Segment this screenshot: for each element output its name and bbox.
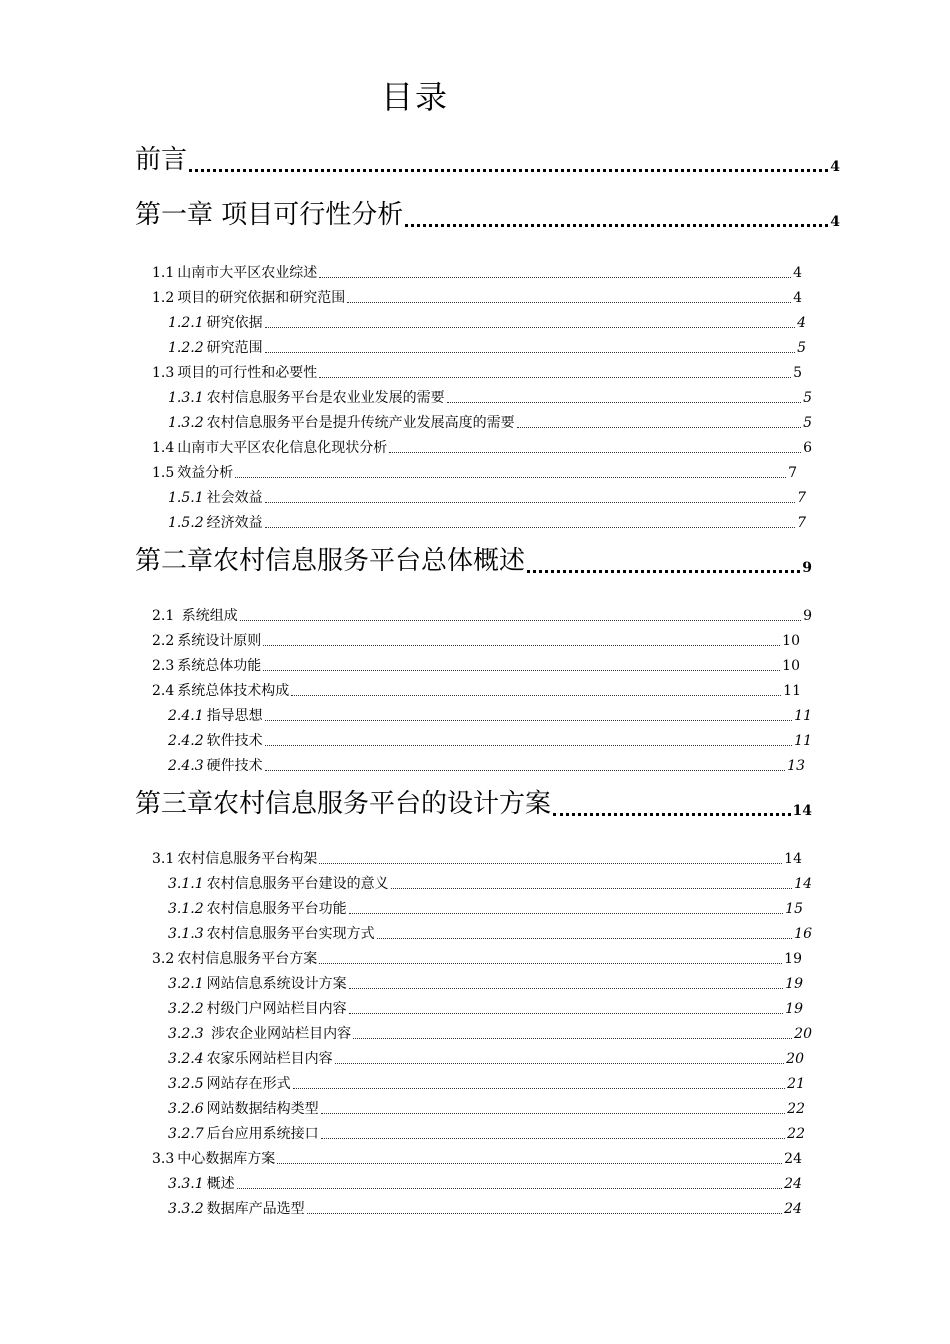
toc-subsection-entry[interactable] — [168, 414, 812, 432]
toc-section-entry[interactable] — [152, 1150, 802, 1168]
toc-entry-label — [152, 464, 233, 482]
toc-entry-number: 3.3.2 — [168, 1201, 204, 1217]
dot-leader — [349, 1012, 784, 1014]
toc-page-number: 6 — [803, 440, 812, 456]
toc-entry-text: 指导思想 — [206, 708, 263, 724]
toc-entry-number: 2.3 — [152, 658, 175, 674]
toc-entry-text: 硬件技术 — [206, 758, 263, 774]
toc-section-entry[interactable] — [152, 607, 812, 625]
toc-entry-text: 系统总体功能 — [177, 658, 262, 674]
dot-leader — [265, 326, 795, 328]
toc-entry-text: 前言 — [135, 145, 188, 175]
toc-page-number: 15 — [785, 901, 803, 917]
toc-section-entry[interactable] — [152, 264, 802, 282]
toc-section-entry[interactable] — [152, 682, 801, 700]
toc-entry-text: 效益分析 — [177, 465, 234, 481]
toc-page-number: 5 — [797, 340, 806, 356]
toc-entry-label — [168, 1200, 305, 1218]
toc-entry-text: 第二章农村信息服务平台总体概述 — [135, 546, 526, 576]
toc-entry-label — [135, 200, 403, 230]
toc-entry-label — [168, 1125, 319, 1143]
dot-leader — [347, 301, 791, 303]
toc-subsection-entry[interactable] — [168, 1175, 802, 1193]
toc-page-number: 22 — [787, 1101, 805, 1117]
toc-entry-text: 村级门户网站栏目内容 — [206, 1001, 347, 1017]
toc-entry-number: 3.2.6 — [168, 1101, 204, 1117]
toc-subsection-entry[interactable] — [168, 1125, 805, 1143]
toc-section-entry[interactable] — [152, 289, 802, 307]
toc-entry-text: 项目的研究依据和研究范围 — [177, 290, 346, 306]
toc-entry-number: 1.2.1 — [168, 315, 204, 331]
toc-entry-number: 2.4.3 — [168, 758, 204, 774]
toc-subsection-entry[interactable] — [168, 1075, 805, 1093]
dot-leader — [321, 1112, 786, 1114]
toc-entry-number: 2.1 — [152, 608, 175, 624]
toc-page-number: 4 — [830, 214, 840, 230]
dot-leader — [349, 987, 784, 989]
dot-leader — [265, 351, 795, 353]
toc-entry-label — [152, 950, 317, 968]
toc-section-entry[interactable] — [152, 632, 800, 650]
toc-subsection-entry[interactable] — [168, 757, 805, 775]
toc-subsection-entry[interactable] — [168, 339, 806, 357]
toc-entry-label — [152, 682, 289, 700]
toc-entry-label — [168, 514, 263, 532]
toc-entry-text: 网站存在形式 — [206, 1076, 291, 1092]
dot-leader — [265, 526, 795, 528]
toc-entry-number: 1.5.1 — [168, 490, 204, 506]
dot-leader — [391, 887, 793, 889]
toc-page-number: 4 — [793, 290, 802, 306]
dot-leader — [335, 1062, 785, 1064]
toc-chapter-entry[interactable] — [135, 546, 812, 576]
toc-entry-label — [168, 975, 347, 993]
toc-page-number: 11 — [794, 733, 812, 749]
toc-entry-text: 涉农企业网站栏目内容 — [206, 1026, 352, 1042]
toc-page-number: 10 — [782, 633, 800, 649]
toc-section-entry[interactable] — [152, 364, 802, 382]
toc-entry-number: 1.5 — [152, 465, 175, 481]
toc-entry-label — [168, 1100, 319, 1118]
toc-section-entry[interactable] — [152, 464, 797, 482]
toc-page-number: 21 — [787, 1076, 805, 1092]
dot-leader — [447, 401, 801, 403]
dot-leader — [277, 1162, 782, 1164]
toc-entry-number: 3.2.7 — [168, 1126, 204, 1142]
toc-page-number: 7 — [788, 465, 797, 481]
toc-entry-label — [152, 657, 261, 675]
toc-page-number: 4 — [797, 315, 806, 331]
toc-entry-label — [152, 607, 238, 625]
toc-page-number: 14 — [792, 803, 812, 819]
toc-page-number: 9 — [802, 560, 812, 576]
dot-leader — [389, 451, 801, 453]
toc-subsection-entry[interactable] — [168, 514, 806, 532]
page-title: 目录 — [380, 78, 449, 116]
toc-entry-label — [135, 546, 525, 576]
toc-page-number: 7 — [797, 490, 806, 506]
toc-entry-text: 网站数据结构类型 — [206, 1101, 319, 1117]
toc-subsection-entry[interactable] — [168, 1025, 812, 1043]
toc-entry-number: 1.1 — [152, 265, 175, 281]
toc-entry-label — [168, 925, 375, 943]
toc-entry-number: 2.4.1 — [168, 708, 204, 724]
toc-entry-label — [168, 1025, 351, 1043]
toc-page-number: 4 — [830, 159, 840, 175]
toc-page-number: 11 — [783, 683, 801, 699]
toc-entry-label — [168, 414, 515, 432]
toc-subsection-entry[interactable] — [168, 925, 812, 943]
dot-leader — [240, 619, 801, 621]
toc-page-number: 20 — [794, 1026, 812, 1042]
toc-subsection-entry[interactable] — [168, 1050, 804, 1068]
toc-entry-label — [168, 389, 445, 407]
toc-subsection-entry[interactable] — [168, 900, 803, 918]
dot-leader — [263, 669, 780, 671]
dot-leader — [353, 1037, 792, 1039]
toc-subsection-entry[interactable] — [168, 975, 803, 993]
toc-entry-label — [168, 1075, 291, 1093]
toc-entry-label — [135, 789, 551, 819]
toc-entry-number: 1.3 — [152, 365, 175, 381]
toc-page-number: 20 — [786, 1051, 804, 1067]
toc-entry-label — [168, 875, 389, 893]
dot-leader — [405, 223, 828, 227]
toc-page-number: 24 — [784, 1176, 802, 1192]
dot-leader — [235, 476, 786, 478]
dot-leader — [265, 744, 793, 746]
toc-page-number: 5 — [803, 415, 812, 431]
dot-leader — [265, 501, 795, 503]
toc-entry-number: 3.3.1 — [168, 1176, 204, 1192]
dot-leader — [553, 812, 791, 816]
toc-section-entry[interactable] — [152, 950, 802, 968]
toc-page-number: 5 — [793, 365, 802, 381]
dot-leader — [291, 694, 781, 696]
toc-page-number: 14 — [784, 851, 802, 867]
dot-leader — [189, 168, 828, 172]
dot-leader — [319, 862, 782, 864]
toc-entry-number: 3.1.3 — [168, 926, 204, 942]
toc-entry-text: 山南市大平区农化信息化现状分析 — [177, 440, 388, 456]
dot-leader — [307, 1212, 783, 1214]
toc-entry-number: 1.3.1 — [168, 390, 204, 406]
toc-entry-number: 3.1 — [152, 851, 175, 867]
toc-entry-text: 数据库产品选型 — [206, 1201, 305, 1217]
toc-entry-text: 农村信息服务平台是农业业发展的需要 — [206, 390, 445, 406]
toc-subsection-entry[interactable] — [168, 314, 806, 332]
toc-entry-number: 1.2.2 — [168, 340, 204, 356]
toc-entry-text: 项目的可行性和必要性 — [177, 365, 318, 381]
toc-page-number: 19 — [785, 976, 803, 992]
toc-entry-label — [168, 732, 263, 750]
dot-leader — [349, 912, 784, 914]
toc-section-entry[interactable] — [152, 439, 812, 457]
toc-entry-number: 3.2.1 — [168, 976, 204, 992]
toc-entry-number: 1.4 — [152, 440, 175, 456]
toc-entry-text: 系统总体技术构成 — [177, 683, 290, 699]
toc-entry-number: 3.3 — [152, 1151, 175, 1167]
toc-subsection-entry[interactable] — [168, 875, 812, 893]
toc-entry-number: 1.5.2 — [168, 515, 204, 531]
toc-page-number: 7 — [797, 515, 806, 531]
toc-page-number: 9 — [803, 608, 812, 624]
toc-entry-text: 系统设计原则 — [177, 633, 262, 649]
toc-entry-text: 农村信息服务平台实现方式 — [206, 926, 375, 942]
toc-entry-text: 研究范围 — [206, 340, 263, 356]
toc-page-number: 16 — [794, 926, 812, 942]
toc-entry-text: 山南市大平区农业综述 — [177, 265, 318, 281]
toc-page-number: 24 — [784, 1151, 802, 1167]
toc-page-number: 11 — [794, 708, 812, 724]
dot-leader — [293, 1087, 786, 1089]
toc-page-number: 13 — [787, 758, 805, 774]
toc-entry-number: 1.3.2 — [168, 415, 204, 431]
toc-entry-label — [168, 757, 263, 775]
toc-entry-number: 3.1.2 — [168, 901, 204, 917]
toc-entry-label — [152, 439, 387, 457]
dot-leader — [321, 1137, 786, 1139]
toc-entry-text: 后台应用系统接口 — [206, 1126, 319, 1142]
toc-page-number: 5 — [803, 390, 812, 406]
toc-entry-text: 第一章 项目可行性分析 — [135, 200, 404, 230]
toc-section-entry[interactable] — [152, 850, 802, 868]
toc-entry-text: 农村信息服务平台方案 — [177, 951, 318, 967]
dot-leader — [319, 276, 791, 278]
dot-leader — [265, 719, 793, 721]
toc-entry-label — [168, 1175, 235, 1193]
toc-entry-text: 第三章农村信息服务平台的设计方案 — [135, 789, 552, 819]
dot-leader — [319, 962, 782, 964]
dot-leader — [263, 644, 780, 646]
toc-chapter-entry[interactable] — [135, 145, 840, 175]
dot-leader — [265, 769, 786, 771]
dot-leader — [377, 937, 793, 939]
toc-entry-number: 3.1.1 — [168, 876, 204, 892]
toc-page-number: 14 — [794, 876, 812, 892]
toc-subsection-entry[interactable] — [168, 389, 812, 407]
toc-entry-number: 2.4 — [152, 683, 175, 699]
toc-entry-text: 概述 — [206, 1176, 235, 1192]
toc-entry-text: 社会效益 — [206, 490, 263, 506]
toc-entry-label — [168, 707, 263, 725]
toc-entry-label — [168, 314, 263, 332]
toc-entry-label — [168, 900, 347, 918]
dot-leader — [319, 376, 791, 378]
toc-entry-text: 农村信息服务平台建设的意义 — [206, 876, 389, 892]
toc-entry-number: 3.2 — [152, 951, 175, 967]
toc-entry-label — [135, 145, 187, 175]
toc-entry-number: 1.2 — [152, 290, 175, 306]
toc-page-number: 22 — [787, 1126, 805, 1142]
toc-section-entry[interactable] — [152, 657, 800, 675]
toc-entry-number: 3.2.3 — [168, 1026, 204, 1042]
toc-page-number: 4 — [793, 265, 802, 281]
toc-entry-label — [168, 339, 263, 357]
toc-entry-text: 农村信息服务平台构架 — [177, 851, 318, 867]
toc-entry-label — [168, 1050, 333, 1068]
toc-subsection-entry[interactable] — [168, 1200, 802, 1218]
toc-entry-text: 网站信息系统设计方案 — [206, 976, 347, 992]
toc-entry-text: 农家乐网站栏目内容 — [206, 1051, 333, 1067]
toc-entry-label — [152, 289, 345, 307]
toc-entry-label — [152, 850, 317, 868]
toc-page-number: 24 — [784, 1201, 802, 1217]
toc-entry-text: 软件技术 — [206, 733, 263, 749]
toc-chapter-entry[interactable] — [135, 789, 812, 819]
toc-subsection-entry[interactable] — [168, 732, 812, 750]
toc-page-number: 19 — [785, 1001, 803, 1017]
toc-page-number: 10 — [782, 658, 800, 674]
toc-entry-text: 中心数据库方案 — [177, 1151, 276, 1167]
toc-entry-label — [168, 489, 263, 507]
toc-entry-text: 系统组成 — [177, 608, 238, 624]
toc-entry-text: 研究依据 — [206, 315, 263, 331]
toc-entry-label — [152, 1150, 275, 1168]
toc-entry-number: 3.2.5 — [168, 1076, 204, 1092]
toc-entry-text: 农村信息服务平台功能 — [206, 901, 347, 917]
toc-entry-label — [152, 632, 261, 650]
toc-subsection-entry[interactable] — [168, 489, 806, 507]
dot-leader — [517, 426, 801, 428]
toc-entry-number: 3.2.4 — [168, 1051, 204, 1067]
toc-entry-number: 3.2.2 — [168, 1001, 204, 1017]
toc-entry-label — [152, 264, 317, 282]
toc-entry-number: 2.2 — [152, 633, 175, 649]
toc-subsection-entry[interactable] — [168, 1100, 805, 1118]
toc-entry-label — [152, 364, 317, 382]
toc-entry-number: 2.4.2 — [168, 733, 204, 749]
toc-entry-label — [168, 1000, 347, 1018]
toc-chapter-entry[interactable] — [135, 200, 840, 230]
dot-leader — [237, 1187, 783, 1189]
dot-leader — [527, 569, 800, 573]
toc-entry-text: 经济效益 — [206, 515, 263, 531]
toc-page-number: 19 — [784, 951, 802, 967]
toc-subsection-entry[interactable] — [168, 1000, 803, 1018]
toc-entry-text: 农村信息服务平台是提升传统产业发展高度的需要 — [206, 415, 515, 431]
toc-subsection-entry[interactable] — [168, 707, 812, 725]
